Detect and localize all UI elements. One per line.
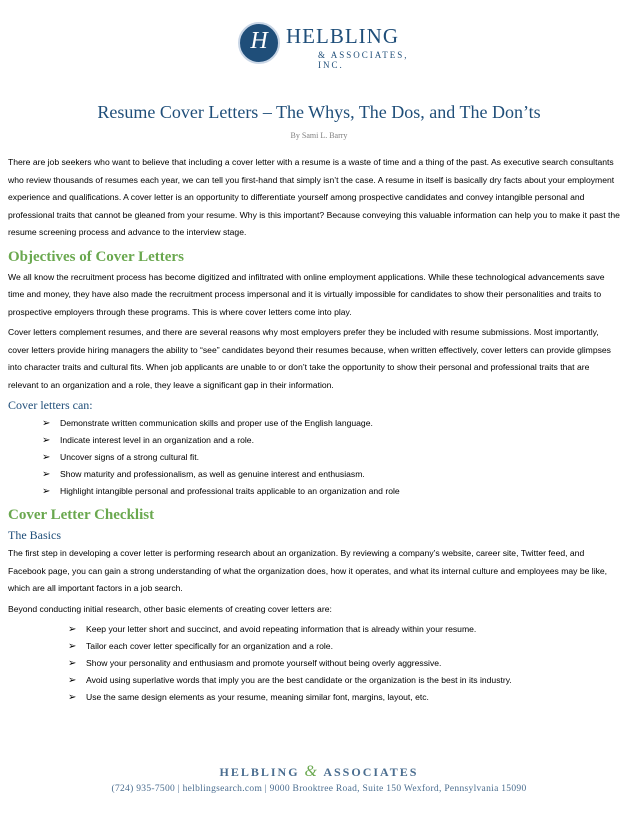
arrow-bullet-icon: ➢ (68, 675, 77, 686)
logo-subtitle: & ASSOCIATES, INC. (318, 50, 409, 70)
objectives-heading: Objectives of Cover Letters (8, 248, 184, 265)
list-item: ➢ Indicate interest level in an organization and a role. (8, 432, 622, 449)
list-item: ➢ Uncover signs of a strong cultural fit. (8, 449, 622, 466)
list-item: ➢ Tailor each cover letter specifically for an organization and a role. (8, 638, 622, 655)
document-body (8, 154, 622, 712)
logo-name: HELBLING (286, 24, 399, 48)
footer-brand-left: HELBLING (219, 765, 300, 779)
objectives-paragraph-2: Cover letters complement resumes, and there are several reasons why most employers prefer they be included with resume submissions. Most importantly, cover letters provide hiring managers the ability to “see” candidates beyond their resumes because, when written effectively, cover letters can provide glimpses into character traits and cultural fits. When job applicants are unable to or don’t take the opportunity to show their personal and professional traits that are relevant to an organization and a role, they leave a significant gap in their information. (8, 327, 611, 390)
arrow-bullet-icon: ➢ (68, 624, 77, 635)
author-byline: By Sami L. Barry (290, 131, 348, 140)
company-logo (238, 22, 428, 68)
arrow-bullet-icon: ➢ (68, 692, 77, 703)
logo-monogram: H (250, 28, 268, 54)
footer-brand-ampersand: & (304, 763, 319, 780)
list-item: ➢ Show maturity and professionalism, as well as genuine interest and enthusiasm. (8, 466, 622, 483)
arrow-bullet-icon: ➢ (68, 658, 77, 669)
basics-subheading: The Basics (8, 528, 61, 542)
arrow-bullet-icon: ➢ (68, 641, 77, 652)
cover-letters-can-heading: Cover letters can: (8, 398, 93, 412)
list-item: ➢ Use the same design elements as your resume, meaning similar font, margins, layout, etc. (8, 689, 622, 706)
checklist-paragraph-1: The first step in developing a cover letter is performing research about an organization. By reviewing a company’s website, career site, Twitter feed, and Facebook page, you can gain a strong understanding of what the organization does, how it operates, and what its internal culture and employees may be like, which are all important factors in a job search. (8, 548, 608, 593)
cover-letters-can-list (8, 415, 622, 500)
intro-paragraph: There are job seekers who want to believe that including a cover letter with a resume is a waste of time and a thing of the past. As executive search consultants who review thousands of resumes each year, we can tell you first-hand that simply isn’t the case. A resume in itself is basically dry facts about your employment experience and qualifications. A cover letter is an opportunity to differentiate yourself among prospective candidates and convey intangible personal and professional traits that cannot be gleaned from your resume. Why is this important? Because conveying this valuable information can help you to make it past the resume screening process and advance to the interview stage. (8, 157, 620, 237)
list-item: ➢ Avoid using superlative words that imply you are the best candidate or the organization is the best in its industry. (8, 672, 622, 689)
footer-brand (0, 763, 638, 781)
footer-contact: (724) 935-7500 | helblingsearch.com | 9000 Brooktree Road, Suite 150 Wexford, Pennsylvania 15090 (111, 784, 527, 794)
list-item: ➢ Keep your letter short and succinct, and avoid repeating information that is already within your resume. (8, 621, 622, 638)
arrow-bullet-icon: ➢ (42, 469, 51, 480)
checklist-heading: Cover Letter Checklist (8, 507, 155, 523)
arrow-bullet-icon: ➢ (42, 486, 51, 497)
footer-brand-right: ASSOCIATES (323, 765, 419, 779)
basics-list (8, 621, 622, 706)
objectives-paragraph-1: We all know the recruitment process has become digitized and infiltrated with online employment applications. While these technological advancements save time and money, they have also made the recruitment process impersonal and it is virtually impossible for candidates to show their personalities and traits to prospective employers through these programs. This is where cover letters come into play. (8, 271, 605, 317)
list-item: ➢ Show your personality and enthusiasm and promote yourself without being overly aggressive. (8, 655, 622, 672)
checklist-paragraph-2: Beyond conducting initial research, other basic elements of creating cover letters are: (8, 603, 332, 614)
arrow-bullet-icon: ➢ (42, 418, 51, 429)
arrow-bullet-icon: ➢ (42, 435, 51, 446)
document-title: Resume Cover Letters – The Whys, The Dos, and The Don’ts (97, 102, 541, 122)
list-item: ➢ Highlight intangible personal and professional traits applicable to an organization and role (8, 483, 622, 500)
list-item: ➢ Demonstrate written communication skills and proper use of the English language. (8, 415, 622, 432)
arrow-bullet-icon: ➢ (42, 452, 51, 463)
